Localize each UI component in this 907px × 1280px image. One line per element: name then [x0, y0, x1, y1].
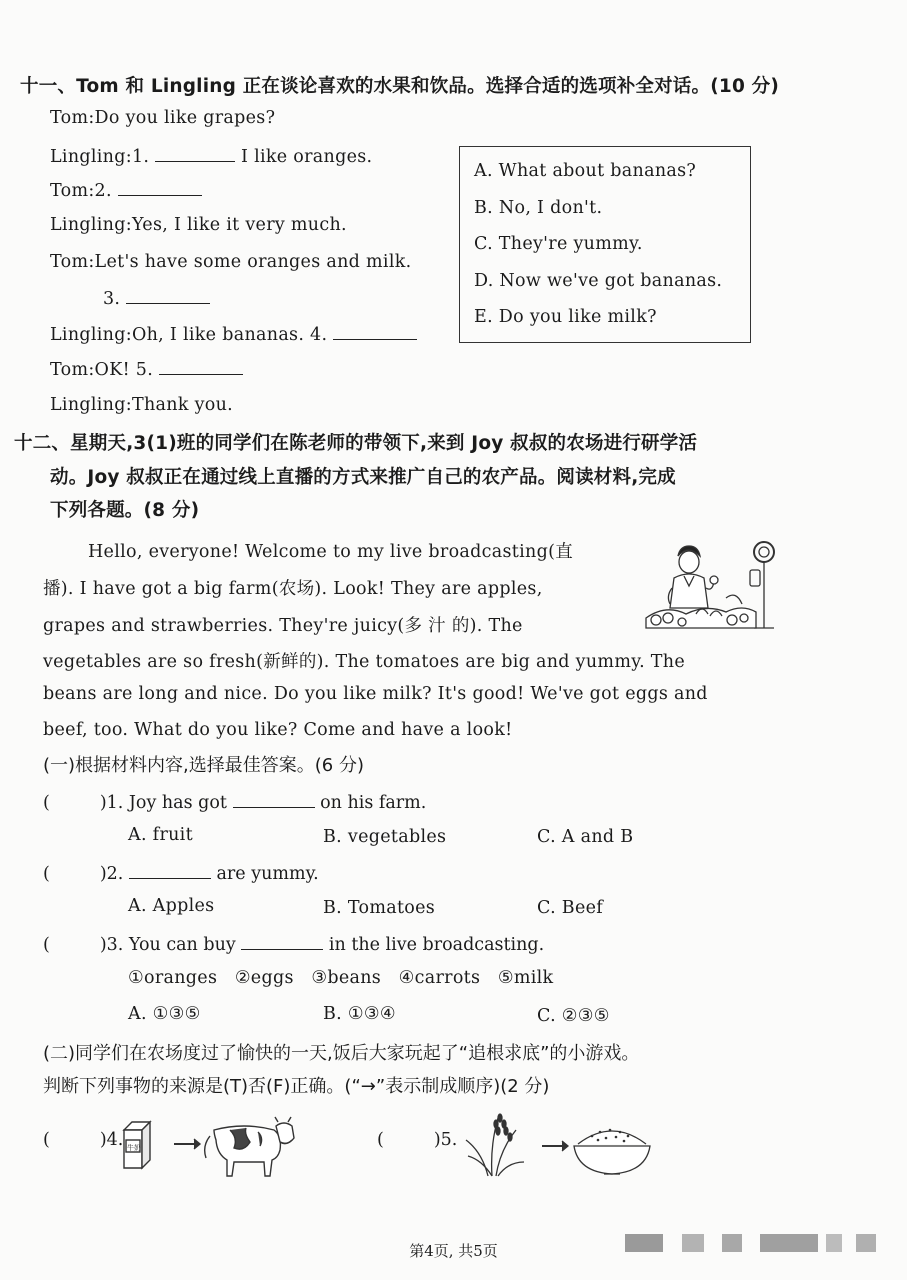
blurred-watermark — [760, 1234, 818, 1252]
q3-option-a: A. ①③⑤ — [128, 1004, 201, 1024]
question-5-number: )5. — [433, 1130, 458, 1150]
milk-carton-label: 牛奶 — [127, 1144, 141, 1152]
section-12-title-line-3: 下列各题。(8 分) — [50, 500, 200, 521]
question-2 — [43, 861, 319, 884]
q2-option-c: C. Beef — [537, 898, 604, 918]
dialogue-text: Thank you. — [131, 395, 234, 415]
section-12-title-line-2: 动。Joy 叔叔正在通过线上直播的方式来推广自己的农产品。阅读材料,完成 — [50, 467, 676, 488]
passage-line-2: 播). I have got a big farm(农场). Look! They are apples, — [43, 579, 543, 599]
speaker: Tom: — [50, 108, 95, 128]
dialogue-line-8 — [50, 357, 243, 381]
dialogue-line-5 — [50, 251, 411, 273]
dialogue-line-3 — [50, 178, 202, 202]
blurred-watermark — [826, 1234, 842, 1252]
dialogue-line-4 — [50, 214, 347, 236]
dialogue-line-2 — [50, 144, 372, 168]
question-2-text: )2. — [99, 864, 124, 884]
passage-line-1: Hello, everyone! Welcome to my live broadcasting(直 — [88, 542, 574, 562]
option-e: E. Do you like milk? — [474, 307, 657, 327]
speaker: Lingling: — [50, 147, 132, 167]
q1-option-a: A. fruit — [128, 825, 193, 845]
part-2-title-line-2: 判断下列事物的来源是(T)否(F)正确。(“→”表示制成顺序)(2 分) — [43, 1076, 550, 1097]
question-3-blank — [241, 932, 323, 950]
question-3 — [43, 932, 544, 955]
dialogue-text: Oh, I like bananas. 4. — [131, 325, 328, 345]
dialogue-text: I like oranges. — [235, 147, 373, 167]
question-1-tail: on his farm. — [314, 793, 427, 813]
dialogue-line-9 — [50, 394, 233, 416]
passage-line-5: beans are long and nice. Do you like milk? It's good! We've got eggs and — [43, 684, 708, 704]
q3-option-b: B. ①③④ — [323, 1004, 396, 1024]
answer-blank-5[interactable] — [159, 357, 243, 375]
q3-items: ①oranges ②eggs ③beans ④carrots ⑤milk — [128, 968, 554, 988]
question-3-text: )3. You can buy — [99, 935, 236, 955]
dialogue-line-6 — [103, 286, 210, 310]
speaker: Tom: — [50, 360, 95, 380]
question-3-tail: in the live broadcasting. — [323, 935, 545, 955]
option-c: C. They're yummy. — [474, 234, 643, 254]
milk-to-cow-illustration — [118, 1116, 298, 1178]
dialogue-text: Yes, I like it very much. — [131, 215, 347, 235]
blurred-watermark — [682, 1234, 704, 1252]
section-11-title: 十一、Tom 和 Lingling 正在谈论喜欢的水果和饮品。选择合适的选项补全对话。(10 分) — [20, 76, 780, 97]
speaker: Tom: — [50, 181, 95, 201]
passage-line-6: beef, too. What do you like? Come and have a look! — [43, 720, 513, 740]
answer-blank-3[interactable] — [126, 286, 210, 304]
passage-line-4: vegetables are so fresh(新鲜的). The tomatoes are big and yummy. The — [43, 652, 686, 672]
question-number: 2. — [94, 181, 112, 201]
option-a: A. What about bananas? — [474, 161, 697, 181]
answer-paren-4[interactable]: ( — [43, 1130, 50, 1150]
question-2-blank — [129, 861, 211, 879]
speaker: Lingling: — [50, 395, 132, 415]
answer-blank-2[interactable] — [118, 178, 202, 196]
q1-option-b: B. vegetables — [323, 827, 447, 847]
blurred-watermark — [856, 1234, 876, 1252]
option-b: B. No, I don't. — [474, 198, 603, 218]
page-footer: 第4页, 共5页 — [409, 1242, 498, 1260]
answer-paren-5[interactable]: ( — [377, 1130, 384, 1150]
option-d: D. Now we've got bananas. — [474, 271, 723, 291]
question-5 — [377, 1130, 457, 1150]
question-1-blank — [233, 790, 315, 808]
q1-option-c: C. A and B — [537, 827, 634, 847]
dialogue-text: Do you like grapes? — [94, 108, 276, 128]
speaker: Tom: — [50, 252, 95, 272]
question-number: 1. — [131, 147, 150, 167]
answer-paren-3[interactable]: ( — [43, 935, 50, 955]
answer-blank-4[interactable] — [333, 322, 417, 340]
section-12-title-line-1: 十二、星期天,3(1)班的同学们在陈老师的带领下,来到 Joy 叔叔的农场进行研学活 — [14, 433, 698, 454]
speaker: Lingling: — [50, 325, 132, 345]
answer-paren-2[interactable]: ( — [43, 864, 50, 884]
dialogue-text: OK! 5. — [94, 360, 154, 380]
passage-line-3: grapes and strawberries. They're juicy(多 汁 的). The — [43, 616, 523, 636]
question-1-text: )1. Joy has got — [99, 793, 227, 813]
question-4-number: )4. — [99, 1130, 124, 1150]
rice-to-bowl-illustration — [462, 1110, 652, 1180]
dialogue-line-1 — [50, 107, 275, 129]
question-2-tail: are yummy. — [210, 864, 319, 884]
options-box — [459, 146, 751, 343]
question-1 — [43, 790, 426, 813]
blurred-watermark — [625, 1234, 663, 1252]
dialogue-text: Let's have some oranges and milk. — [94, 252, 412, 272]
question-number: 3. — [103, 289, 121, 309]
answer-blank-1[interactable] — [155, 144, 235, 162]
blurred-watermark — [722, 1234, 742, 1252]
q2-option-b: B. Tomatoes — [323, 898, 436, 918]
question-4 — [43, 1130, 123, 1150]
dialogue-line-7 — [50, 322, 417, 346]
part-2-title-line-1: (二)同学们在农场度过了愉快的一天,饭后大家玩起了“追根求底”的小游戏。 — [43, 1043, 640, 1064]
farmer-broadcasting-illustration — [646, 538, 780, 634]
q2-option-a: A. Apples — [128, 896, 215, 916]
speaker: Lingling: — [50, 215, 132, 235]
q3-option-c: C. ②③⑤ — [537, 1006, 610, 1026]
answer-paren-1[interactable]: ( — [43, 793, 50, 813]
part-1-title: (一)根据材料内容,选择最佳答案。(6 分) — [43, 755, 364, 776]
